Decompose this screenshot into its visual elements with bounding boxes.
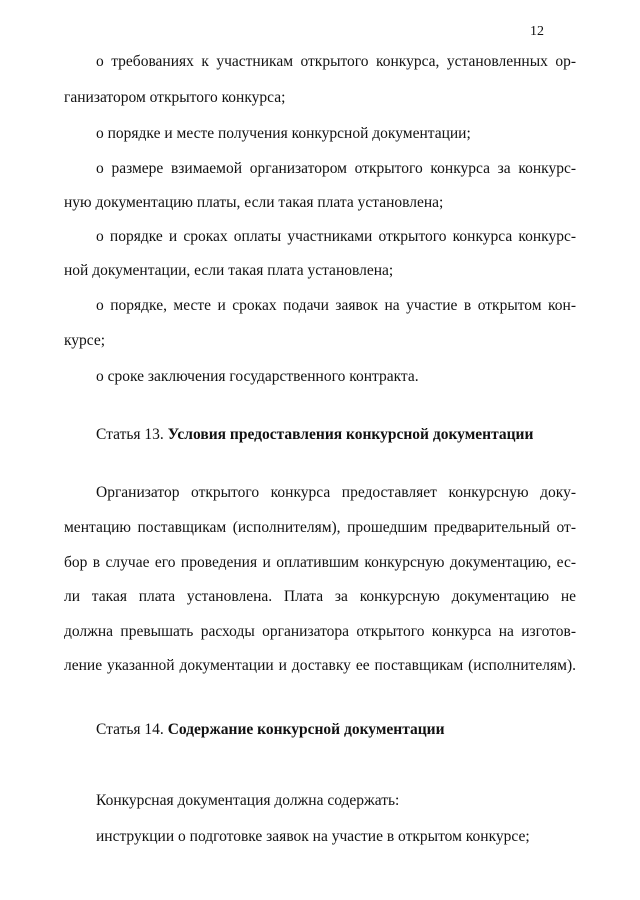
text-line: о размере взимаемой организатором открытого конкурса за конкурс-	[96, 160, 576, 177]
text-line: о требованиях к участникам открытого конкурса, установленных ор-	[96, 53, 576, 70]
article-13-text-line: Организатор открытого конкурса предоставляет конкурсную доку-	[96, 484, 576, 501]
article-13-text-line: ление указанной документации и доставку ее поставщикам (исполнителям).	[64, 657, 576, 674]
article-14-text-line: инструкции о подготовке заявок на участие в открытом конкурсе;	[96, 828, 530, 845]
text-line: о сроке заключения государственного контракта.	[96, 368, 419, 385]
article-13-heading	[96, 425, 576, 445]
article-13-text-line: ментацию поставщикам (исполнителям), прошедшим предварительный от-	[64, 519, 576, 536]
text-line: ной документации, если такая плата установлена;	[64, 262, 394, 279]
article-13-text-line: должна превышать расходы организатора открытого конкурса на изготов-	[64, 623, 576, 640]
text-line: о порядке и сроках оплаты участниками открытого конкурса конкурс-	[96, 228, 576, 245]
text-line: о порядке, месте и сроках подачи заявок на участие в открытом кон-	[96, 297, 576, 314]
text-line: курсе;	[64, 332, 106, 349]
text-line: ганизатором открытого конкурса;	[64, 89, 286, 106]
article-13-title: Условия предоставления конкурсной документации	[167, 426, 534, 443]
text-line: о порядке и месте получения конкурсной документации;	[96, 125, 471, 142]
article-14-heading	[96, 720, 576, 740]
article-14-title: Содержание конкурсной документации	[167, 721, 445, 738]
article-13-text-line: ли такая плата установлена. Плата за конкурсную документацию не	[64, 588, 576, 605]
article-14-text-line: Конкурсная документация должна содержать:	[96, 792, 400, 809]
article-14-label: Статья 14.	[96, 721, 164, 738]
article-13-text-line: бор в случае его проведения и оплатившим конкурсную документацию, ес-	[64, 554, 576, 571]
article-13-label: Статья 13.	[96, 426, 164, 443]
page-number: 12	[530, 24, 544, 39]
text-line: ную документацию платы, если такая плата установлена;	[64, 194, 444, 211]
